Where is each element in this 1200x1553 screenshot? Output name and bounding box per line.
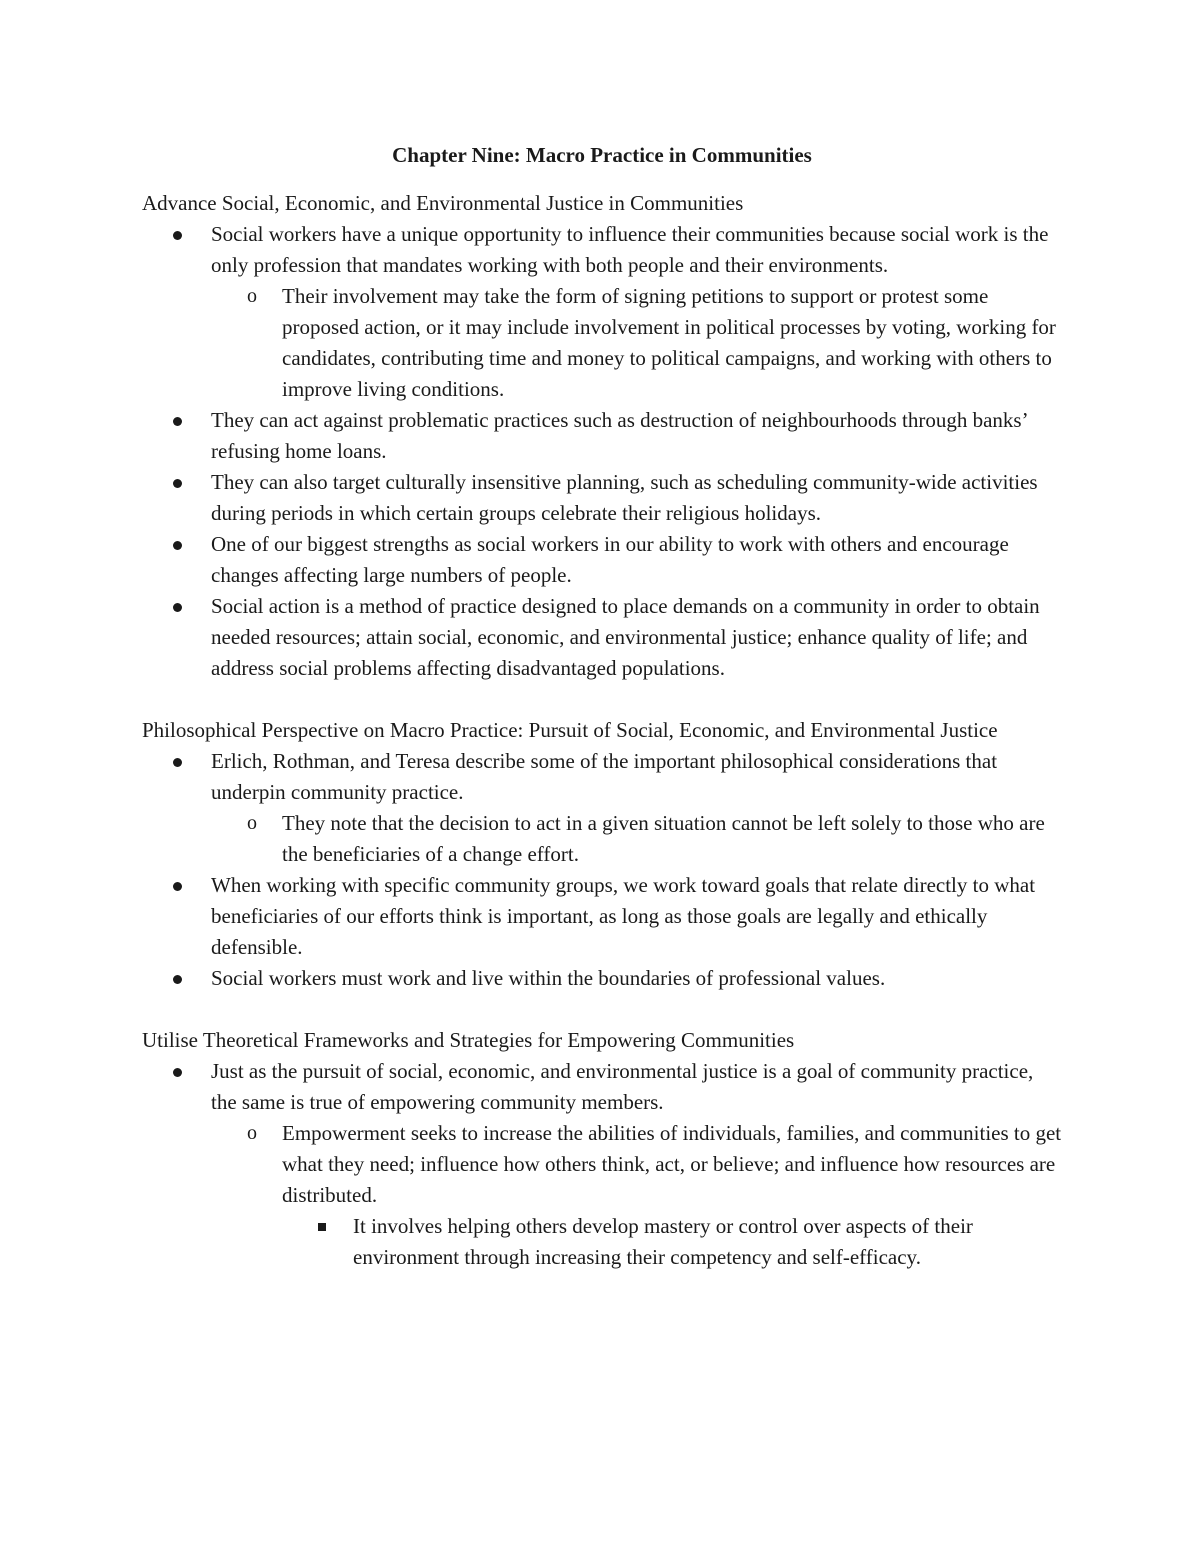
bullet-icon [173,417,182,426]
bullet-icon [173,231,182,240]
list-item: When working with specific community groups, we work toward goals that relate directly to what beneficiaries of our efforts think is important, as long as those goals are legally and ethically defensible. [142,870,1062,963]
section-philosophical-perspective [142,715,1062,994]
list-item: They can act against problematic practices such as destruction of neighbourhoods through banks’ refusing home loans. [142,405,1062,467]
list-item: Erlich, Rothman, and Teresa describe some of the important philosophical considerations that underpin community practice. [142,746,1062,808]
list-item: Social workers have a unique opportunity to influence their communities because social work is the only profession that mandates working with both people and their environments. [142,219,1062,281]
list-item: o Their involvement may take the form of signing petitions to support or protest some proposed action, or it may include involvement in political processes by voting, working for candidates, contributing time and money to political campaigns, and working with others to improve living conditions. [142,281,1062,405]
list-item: They can also target culturally insensitive planning, such as scheduling community-wide activities during periods in which certain groups celebrate their religious holidays. [142,467,1062,529]
bullet-list [142,746,1062,994]
list-item: One of our biggest strengths as social workers in our ability to work with others and encourage changes affecting large numbers of people. [142,529,1062,591]
bullet-list [142,219,1062,684]
square-bullet-icon [318,1223,326,1231]
list-item: o Empowerment seeks to increase the abilities of individuals, families, and communities to get what they need; influence how others think, act, or believe; and influence how resources are distributed. [142,1118,1062,1211]
circle-bullet-icon: o [247,812,257,834]
section-empowering-communities [142,1025,1062,1273]
bullet-icon [173,541,182,550]
bullet-icon [173,975,182,984]
page-title: Chapter Nine: Macro Practice in Communities [392,143,812,167]
section-advance-justice [142,188,1062,684]
section-heading: Utilise Theoretical Frameworks and Strategies for Empowering Communities [142,1028,795,1052]
section-heading: Advance Social, Economic, and Environmental Justice in Communities [142,191,744,215]
list-item: Social action is a method of practice designed to place demands on a community in order to obtain needed resources; attain social, economic, and environmental justice; enhance quality of life; and address social problems affecting disadvantaged populations. [142,591,1062,684]
list-item: o They note that the decision to act in a given situation cannot be left solely to those who are the beneficiaries of a change effort. [142,808,1062,870]
list-item: Social workers must work and live within the boundaries of professional values. [142,963,1062,994]
bullet-icon [173,882,182,891]
list-item: It involves helping others develop mastery or control over aspects of their environment through increasing their competency and self-efficacy. [142,1211,1062,1273]
circle-bullet-icon: o [247,285,257,307]
bullet-icon [173,603,182,612]
circle-bullet-icon: o [247,1122,257,1144]
section-heading: Philosophical Perspective on Macro Practice: Pursuit of Social, Economic, and Environmental Justice [142,718,998,742]
bullet-list [142,1056,1062,1273]
document-page [142,140,1062,1304]
bullet-icon [173,1068,182,1077]
list-item: Just as the pursuit of social, economic, and environmental justice is a goal of community practice, the same is true of empowering community members. [142,1056,1062,1118]
bullet-icon [173,758,182,767]
bullet-icon [173,479,182,488]
